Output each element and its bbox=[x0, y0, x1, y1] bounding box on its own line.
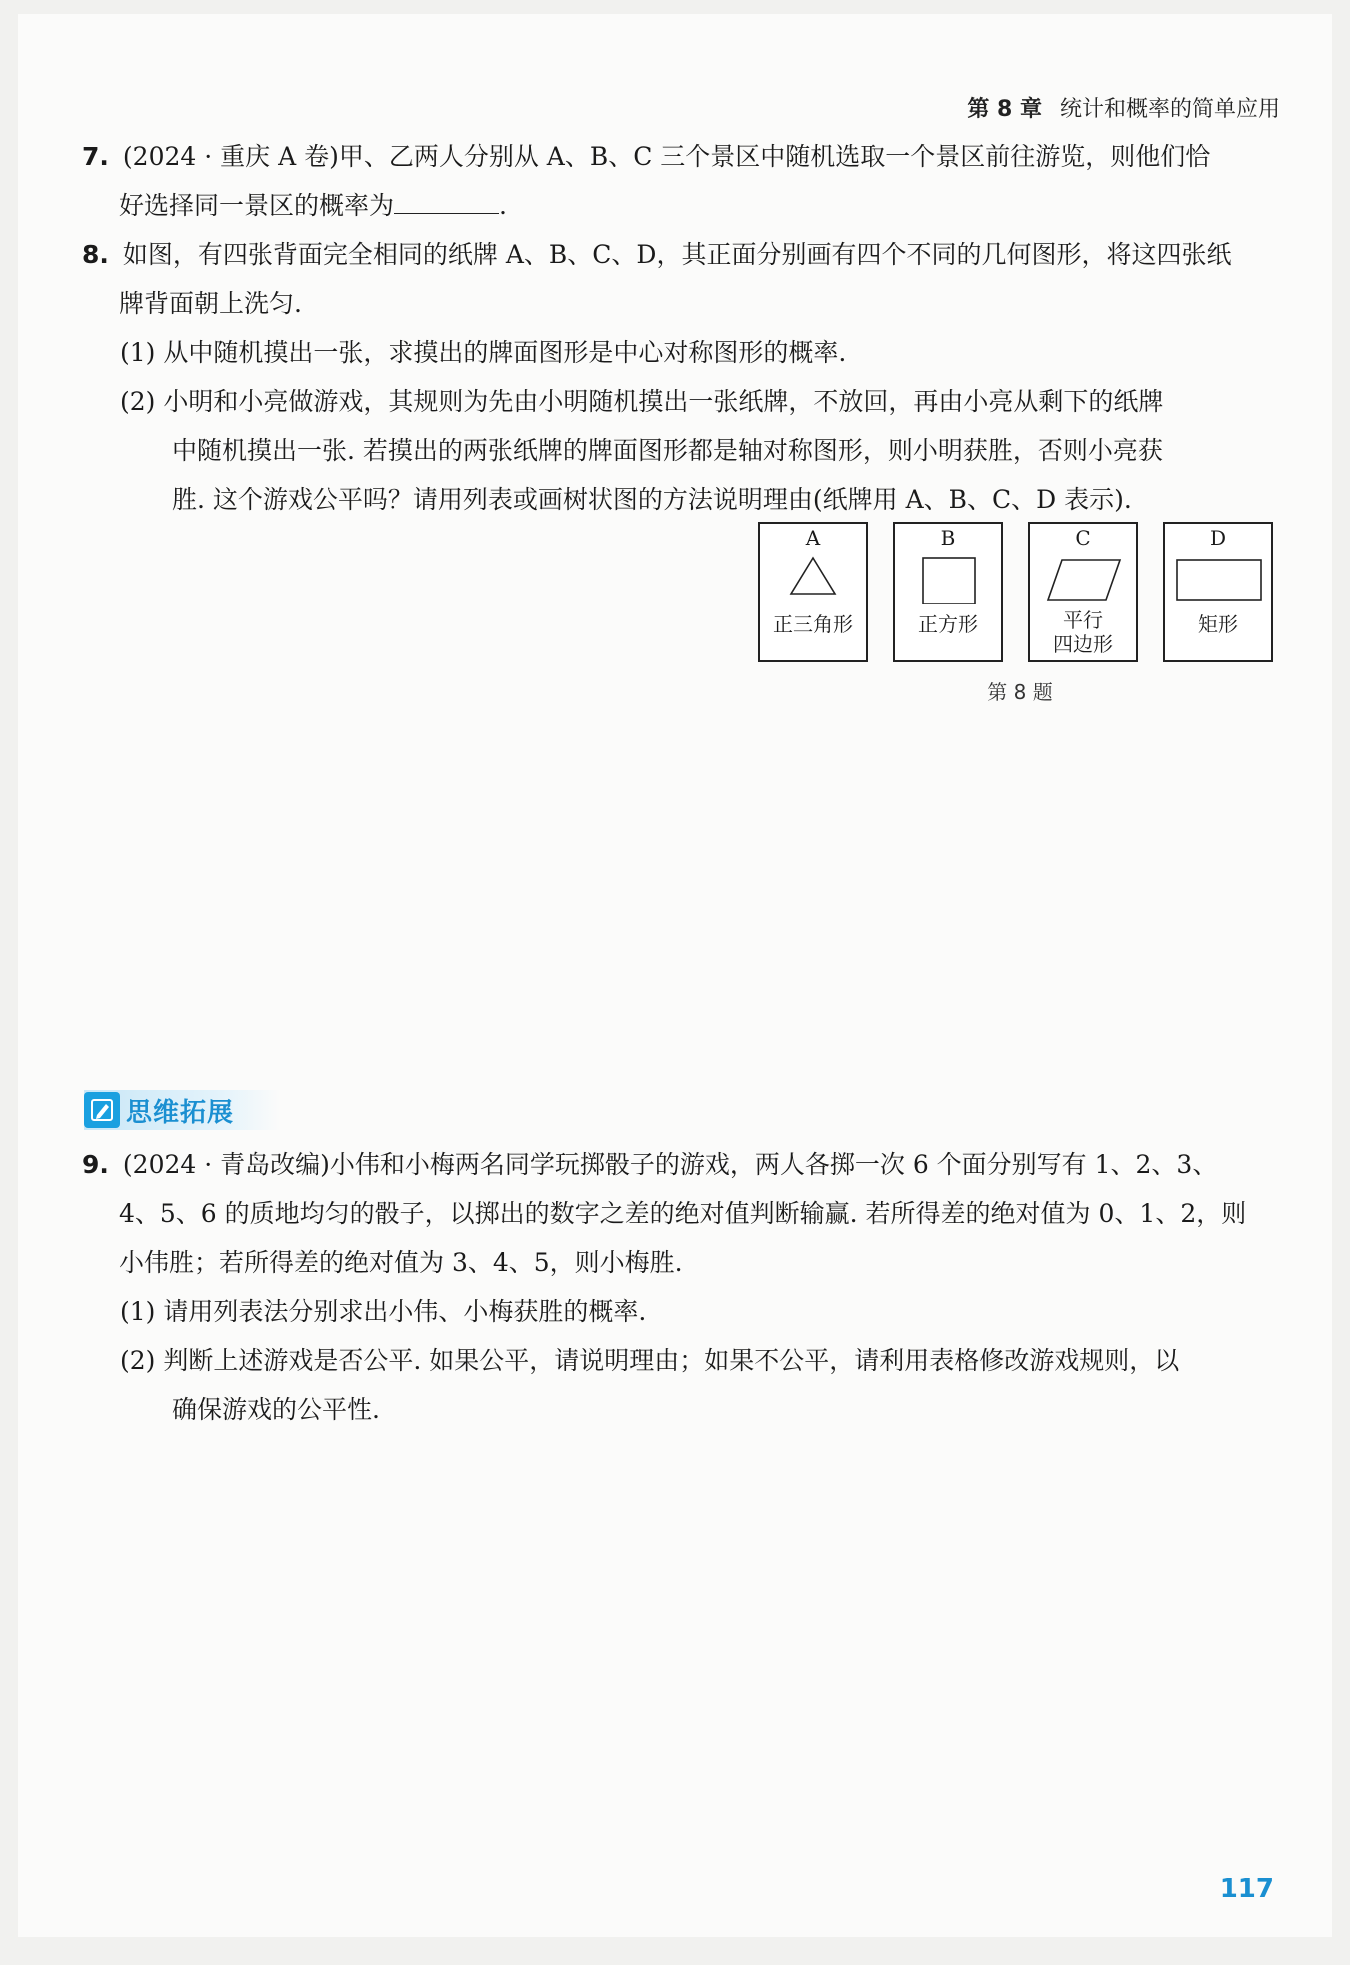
card-name: 正方形 bbox=[918, 612, 978, 636]
subquestion-text: 胜. 这个游戏公平吗？请用列表或画树状图的方法说明理由(纸牌用 A、B、C、D 表示). bbox=[172, 485, 1132, 514]
question-9 bbox=[82, 1140, 1280, 1287]
question-text: (2024 · 重庆 A 卷)甲、乙两人分别从 A、B、C 三个景区中随机选取一个景区前往游览，则他们恰 bbox=[122, 142, 1211, 171]
question-9-part-1 bbox=[120, 1287, 1280, 1336]
subquestion-text: (1) 请用列表法分别求出小伟、小梅获胜的概率. bbox=[120, 1297, 647, 1326]
question-number: 7. bbox=[82, 142, 109, 171]
card-c bbox=[1028, 522, 1138, 662]
question-text: (2024 · 青岛改编)小伟和小梅两名同学玩掷骰子的游戏，两人各掷一次 6 个面分别写有 1、2、3、 bbox=[122, 1150, 1218, 1179]
question-8 bbox=[82, 230, 1280, 328]
question-text: 如图，有四张背面完全相同的纸牌 A、B、C、D，其正面分别画有四个不同的几何图形，将这四张纸 bbox=[122, 240, 1232, 269]
question-text: 小伟胜；若所得差的绝对值为 3、4、5，则小梅胜. bbox=[119, 1248, 683, 1277]
subquestion-text: 确保游戏的公平性. bbox=[172, 1395, 380, 1424]
parallelogram-icon bbox=[1030, 554, 1136, 604]
answer-blank[interactable] bbox=[394, 183, 499, 214]
card-a bbox=[758, 522, 868, 662]
textbook-page bbox=[18, 14, 1332, 1937]
question-text: 好选择同一景区的概率为 bbox=[119, 191, 395, 220]
card-name-line-1: 平行 bbox=[1063, 608, 1103, 632]
question-text: . bbox=[499, 191, 507, 220]
section-title: 思维拓展 bbox=[126, 1097, 235, 1128]
card-d bbox=[1163, 522, 1273, 662]
question-7 bbox=[82, 132, 1280, 230]
triangle-icon bbox=[760, 554, 866, 604]
rectangle-icon bbox=[1165, 554, 1271, 604]
page-number: 117 bbox=[1219, 1874, 1274, 1904]
subquestion-text: (2) 判断上述游戏是否公平. 如果公平，请说明理由；如果不公平，请利用表格修改游戏规则，以 bbox=[120, 1346, 1180, 1375]
pencil-icon bbox=[84, 1092, 120, 1128]
question-text: 牌背面朝上洗匀. bbox=[119, 289, 302, 318]
running-header bbox=[967, 92, 1280, 123]
card-name: 矩形 bbox=[1198, 612, 1238, 636]
subquestion-text: (2) 小明和小亮做游戏，其规则为先由小明随机摸出一张纸牌，不放回，再由小亮从剩下的纸牌 bbox=[120, 387, 1164, 416]
subquestion-text: 中随机摸出一张. 若摸出的两张纸牌的牌面图形都是轴对称图形，则小明获胜，否则小亮获 bbox=[172, 436, 1163, 465]
card-name: 正三角形 bbox=[773, 612, 853, 636]
card-letter: C bbox=[1075, 526, 1091, 550]
card-name-line-2: 四边形 bbox=[1053, 632, 1113, 656]
card-letter: B bbox=[940, 526, 956, 550]
section-heading bbox=[84, 1090, 280, 1130]
figure-caption: 第 8 题 bbox=[987, 680, 1053, 704]
question-number: 9. bbox=[82, 1150, 109, 1179]
chapter-number: 第 8 章 bbox=[967, 97, 1042, 122]
question-9-part-2 bbox=[120, 1336, 1280, 1434]
question-text: 4、5、6 的质地均匀的骰子，以掷出的数字之差的绝对值判断输赢. 若所得差的绝对值为 0、1、2，则 bbox=[119, 1199, 1247, 1228]
card-b bbox=[893, 522, 1003, 662]
question-number: 8. bbox=[82, 240, 109, 269]
square-icon bbox=[895, 554, 1001, 604]
question-8-part-1 bbox=[120, 328, 1280, 377]
card-letter: A bbox=[805, 526, 821, 550]
question-8-figure bbox=[758, 508, 1278, 708]
chapter-title: 统计和概率的简单应用 bbox=[1059, 97, 1280, 122]
subquestion-text: (1) 从中随机摸出一张，求摸出的牌面图形是中心对称图形的概率. bbox=[120, 338, 847, 367]
question-8-part-2 bbox=[120, 377, 1280, 524]
card-letter: D bbox=[1209, 526, 1227, 550]
